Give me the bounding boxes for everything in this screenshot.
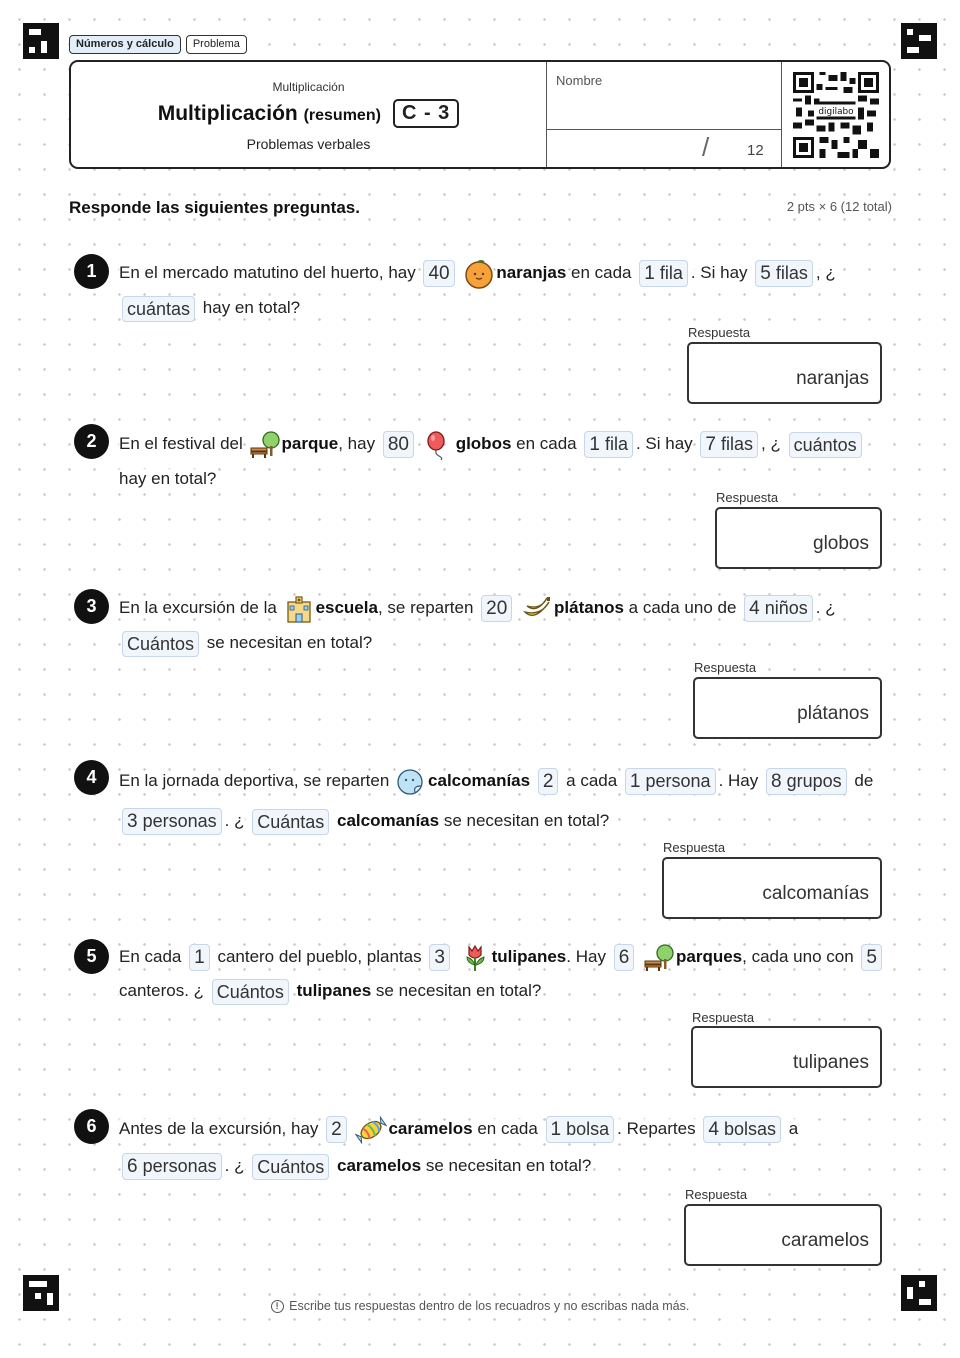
question-number-2: 2	[74, 424, 109, 459]
blank-box: 2	[538, 768, 559, 795]
blank-box: Cuántas	[252, 809, 329, 835]
banana-icon	[521, 594, 553, 624]
candy-icon	[355, 1115, 387, 1145]
question-number-3: 3	[74, 589, 109, 624]
worksheet-header	[69, 60, 891, 169]
question-number-6: 6	[74, 1109, 109, 1144]
blank-box: 3	[429, 944, 450, 971]
qr-code-icon	[793, 72, 879, 158]
score-slash: /	[702, 132, 710, 162]
question-number-5: 5	[74, 939, 109, 974]
question-text-3: En la excursión de la escuela, se reparten 20 plátanos a cada uno de 4 niños . ¿ Cuántos se necesitan en total?	[119, 590, 890, 660]
park-icon	[643, 943, 675, 973]
balloon-icon	[423, 430, 455, 460]
school-icon	[283, 594, 315, 624]
topic-label: Multiplicación	[272, 80, 345, 94]
tag-category: Números y cálculo	[69, 35, 181, 54]
instructions: Responde las siguientes preguntas.	[69, 198, 360, 217]
answer-box-1[interactable]	[687, 342, 882, 404]
answer-label-3: Respuesta	[694, 660, 757, 675]
blank-box: 6	[614, 944, 635, 971]
blank-box: 8 grupos	[766, 768, 847, 795]
answer-unit-1: naranjas	[796, 368, 869, 389]
answer-label-1: Respuesta	[688, 325, 751, 340]
name-score-area	[546, 62, 782, 167]
blank-box: 1	[189, 944, 210, 971]
blank-box: 3 personas	[122, 808, 222, 835]
question-number-4: 4	[74, 760, 109, 795]
answer-box-6[interactable]	[684, 1204, 882, 1266]
answer-label-2: Respuesta	[716, 490, 779, 505]
question-text-1: En el mercado matutino del huerto, hay 40 naranjas en cada 1 fila . Si hay 5 filas , ¿ cuántas hay en total?	[119, 255, 890, 325]
blank-box: 80	[383, 431, 414, 458]
worksheet-code: C - 3	[393, 99, 459, 128]
blank-box: 20	[481, 595, 512, 622]
answer-unit-4: calcomanías	[762, 883, 869, 904]
question-text-4: En la jornada deportiva, se reparten calcomanías 2 a cada 1 persona . Hay 8 grupos de 3 personas . ¿ Cuántas calcomanías se necesitan en total?	[119, 761, 890, 841]
answer-box-4[interactable]	[662, 857, 882, 919]
category-tags	[69, 35, 247, 54]
question-text-5: En cada 1 cantero del pueblo, plantas 3 tulipanes. Hay 6 parques, cada uno con 5 canteros. ¿ Cuántos tulipanes se necesitan en total?	[119, 940, 890, 1008]
blank-box: 7 filas	[700, 431, 758, 458]
score-total: 12	[747, 142, 764, 159]
points-info: 2 pts × 6 (12 total)	[786, 199, 892, 214]
name-label: Nombre	[556, 73, 603, 88]
blank-box: Cuántos	[122, 631, 199, 657]
blank-box: 1 persona	[625, 768, 716, 795]
blank-box: 4 niños	[744, 595, 813, 622]
blank-box: Cuántos	[212, 979, 289, 1005]
blank-box: 40	[423, 260, 454, 287]
answer-label-6: Respuesta	[685, 1187, 748, 1202]
divider	[547, 129, 781, 130]
blank-box: cuántos	[789, 432, 862, 458]
answer-unit-6: caramelos	[781, 1230, 869, 1251]
park-icon	[249, 430, 281, 460]
answer-unit-2: globos	[813, 533, 869, 554]
footer-note: ! Escribe tus respuestas dentro de los recuadros y no escribas nada más.	[0, 1299, 960, 1313]
answer-box-2[interactable]	[715, 507, 882, 569]
tag-type: Problema	[186, 35, 247, 54]
blank-box: cuántas	[122, 296, 195, 322]
title-row	[71, 99, 546, 128]
blank-box: 1 bolsa	[546, 1116, 615, 1143]
blank-box: 5 filas	[755, 260, 813, 287]
blank-box: 6 personas	[122, 1153, 222, 1180]
qr-label: digilabo	[818, 107, 854, 118]
worksheet-subtitle: Problemas verbales	[246, 136, 371, 152]
tulip-icon	[459, 943, 491, 973]
blank-box: Cuántos	[252, 1154, 329, 1180]
sticker-icon	[395, 767, 427, 797]
blank-box: 1 fila	[639, 260, 688, 287]
blank-box: 4 bolsas	[703, 1116, 781, 1143]
question-text-6: Antes de la excursión, hay 2 caramelos en cada 1 bolsa . Repartes 4 bolsas a 6 personas . ¿ Cuántos caramelos se necesitan en total?	[119, 1110, 890, 1184]
answer-label-4: Respuesta	[663, 840, 726, 855]
info-icon: !	[271, 1300, 284, 1313]
answer-box-5[interactable]	[691, 1026, 882, 1088]
corner-marker-top-left	[23, 23, 59, 59]
title-area	[71, 62, 546, 167]
blank-box: 2	[326, 1116, 347, 1143]
answer-box-3[interactable]	[693, 677, 882, 739]
answer-label-5: Respuesta	[692, 1010, 755, 1025]
question-text-2: En el festival del parque, hay 80 globos en cada 1 fila . Si hay 7 filas , ¿ cuántos hay en total?	[119, 426, 890, 496]
blank-box: 1 fila	[584, 431, 633, 458]
answer-unit-5: tulipanes	[792, 1052, 869, 1073]
page-title: Multiplicación (resumen)	[157, 101, 381, 125]
orange-icon	[463, 259, 495, 289]
corner-marker-top-right	[901, 23, 937, 59]
blank-box: 5	[861, 944, 882, 971]
question-number-1: 1	[74, 254, 109, 289]
answer-unit-3: plátanos	[797, 703, 869, 724]
